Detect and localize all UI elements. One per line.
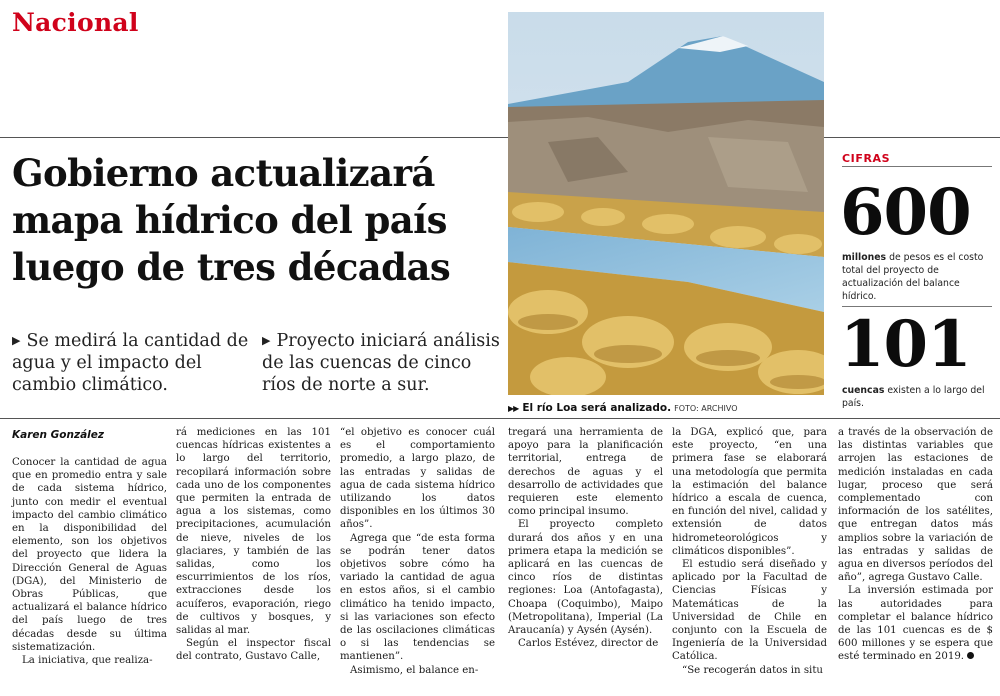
paragraph: Carlos Estévez, director de: [518, 638, 659, 650]
paragraph: El proyecto completo durará dos años y en una primera etapa la medición se aplicará en las cuencas de cinco ríos de distintas regiones: Loa (Antofagasta), Choapa (Coquimbo), Maipo (Metropolitana), Imperial (La Araucanía) y Aysén (Aysén).: [508, 519, 663, 637]
article-column-6: [838, 426, 993, 664]
landscape-illustration: [508, 12, 824, 395]
article-column-1: [12, 456, 167, 667]
paragraph: tregará una herramienta de apoyo para la planificación territorial, entrega de derechos de aguas y el desarrollo de actividades que requieren este elemento como principal insumo.: [508, 427, 663, 518]
cifras-divider: [842, 166, 992, 167]
paragraph: “el objetivo es conocer cuál es el comportamiento promedio, a largo plazo, de las entradas y salidas de agua de cada sistema hídrico utilizando los datos disponibles en los últimos 30 años”.: [340, 427, 495, 531]
article-column-5: [672, 426, 827, 677]
article-column-4: [508, 426, 663, 650]
subhead-bullet-2: [262, 330, 502, 396]
paragraph: Asimismo, el balance en-: [350, 664, 479, 676]
figure-lead: cuencas: [842, 385, 885, 396]
headline: Gobierno actualizará mapa hídrico del país luego de tres décadas: [12, 151, 451, 289]
paragraph: a través de la observación de las distintas variables que arrojen las estaciones de medición instaladas en cada lugar, proceso que será complementado con información de los satélites, que entregan datos más amplios sobre la variación de las entradas y salidas de agua en diversos períodos del año”, agrega Gustavo Calle.: [838, 427, 993, 584]
triangle-bullet-icon: ▶: [12, 334, 21, 347]
article-divider: [0, 418, 1000, 419]
article-column-3: [340, 426, 495, 677]
photo-river-loa: [508, 12, 824, 395]
byline: Karen González: [12, 429, 104, 441]
figure-text: existen a lo largo del país.: [842, 385, 985, 409]
triangle-bullet-icon: ▶: [262, 334, 271, 347]
paragraph: Según el inspector fiscal del contrato, Gustavo Calle,: [176, 638, 331, 663]
subhead-text: Proyecto iniciará análisis de las cuencas de cinco ríos de norte a sur.: [262, 331, 500, 395]
figure-text: de pesos es el costo total del proyecto de actualización del balance hídrico.: [842, 252, 984, 302]
paragraph: [838, 584, 993, 663]
article-column-2: [176, 426, 331, 664]
paragraph: La iniciativa, que realiza-: [22, 655, 153, 667]
paragraph: “Se recogerán datos in situ: [682, 664, 823, 676]
paragraph: rá mediciones en las 101 cuencas hídricas existentes a lo largo del territorio, recopilará información sobre cada uno de los componentes que permiten la entrada de agua a los sistemas, como precipitaciones, acumulación de nieve, niveles de los glaciares, y también de las salidas, como los escurrimientos de los ríos, extracciones desde los acuíferos, evaporación, riego de cultivos y bosques, y salidas al mar.: [176, 427, 331, 637]
cifras-label: CIFRAS: [842, 152, 891, 165]
paragraph: El estudio será diseñado y aplicado por la Facultad de Ciencias Físicas y Matemáticas de la Universidad de Chile en conjunto con la Escuela de Ingeniería de la Universidad Católica.: [672, 559, 827, 663]
figure-description-101: [842, 384, 994, 410]
paragraph: Agrega que “de esta forma se podrán tener datos objetivos sobre cómo ha variado la cantidad de agua en estos años, si el cambio climático ha tenido impacto, si las variaciones son efecto de las oscilaciones climáticas o si las tendencias se mantienen”.: [340, 532, 495, 663]
paragraph: la DGA, explicó que, para este proyecto, “en una primera fase se elaborará una metodología que permita la estimación del balance hídrico a escala de cuenca, en función del nivel, calidad y extensión de datos hidrometeorológicos y climáticos disponibles”.: [672, 427, 827, 557]
subhead-text: Se medirá la cantidad de agua y el impacto del cambio climático.: [12, 331, 249, 395]
caption-text: El río Loa será analizado.: [522, 402, 672, 414]
section-label: Nacional: [12, 8, 139, 37]
paragraph: Conocer la cantidad de agua que en promedio entra y sale de cada sistema hídrico, junto con medir el eventual impacto del cambio climático en la disponibilidad del elemento, son los objetivos del proyecto que lidera la Dirección General de Aguas (DGA), del Ministerio de Obras Públicas, que actualizará el balance hídrico del país luego de tres décadas desde su última sistematización.: [12, 457, 167, 653]
figure-number-600: 600: [840, 175, 971, 250]
paragraph-text: La inversión estimada por las autoridades para completar el balance hídrico de las 101 cuencas es de $ 600 millones y se espera que esté terminado en 2019.: [838, 585, 993, 663]
figure-description-600: [842, 251, 994, 303]
figure-number-101: 101: [840, 307, 971, 382]
top-divider: [0, 137, 1000, 138]
subhead-bullet-1: [12, 330, 252, 396]
photo-caption: [508, 402, 828, 414]
end-of-article-icon: [967, 652, 974, 659]
photo-credit: FOTO: ARCHIVO: [674, 404, 738, 413]
double-arrow-icon: ▶▶: [508, 404, 519, 413]
figure-lead: millones: [842, 252, 887, 263]
